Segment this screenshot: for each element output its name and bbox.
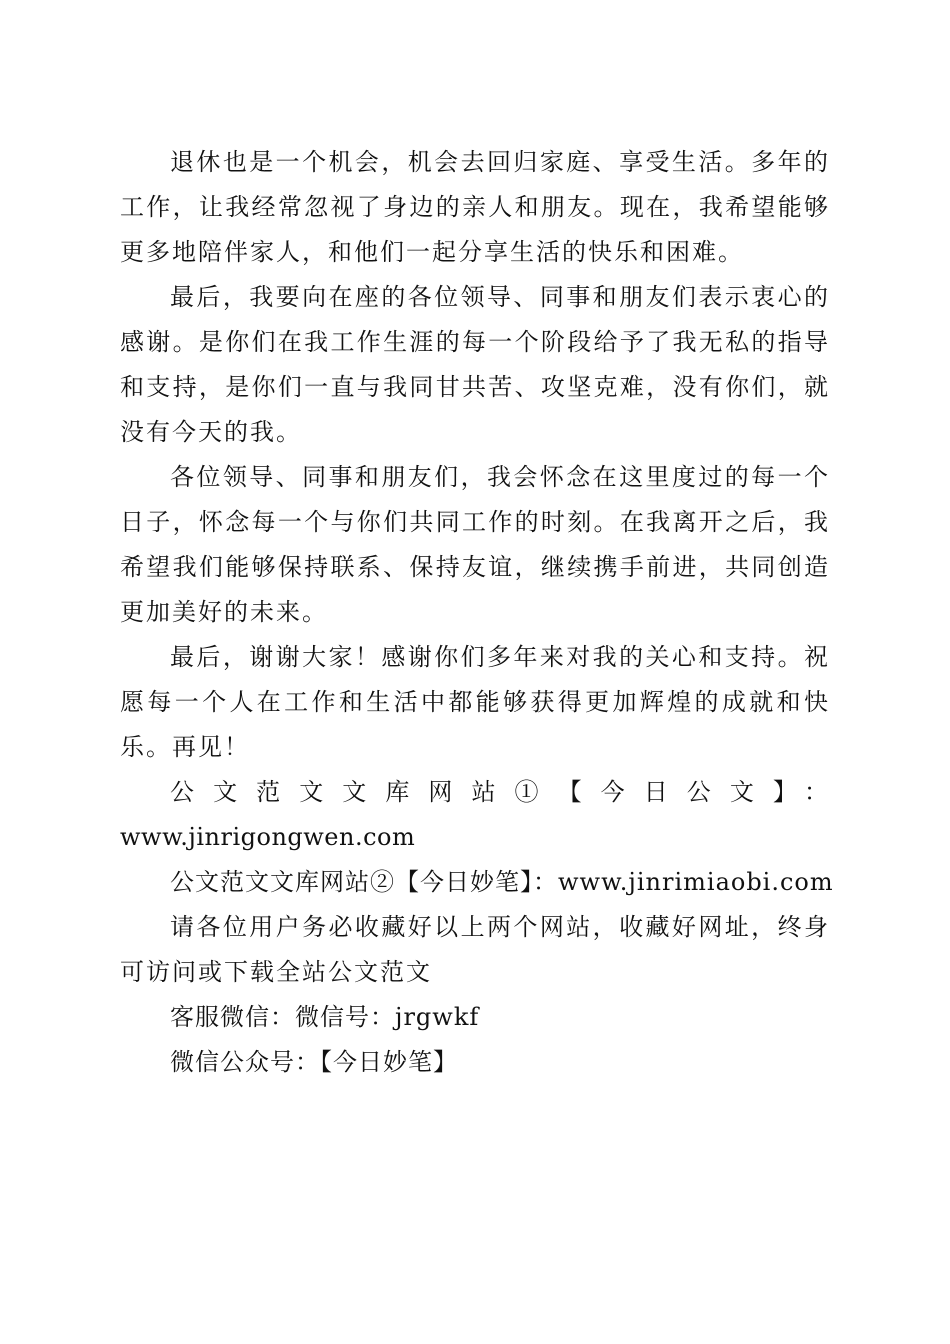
wechat-public-account: 微信公众号：【今日妙笔】 — [170, 1048, 458, 1076]
paragraph-retirement-opportunity: 退休也是一个机会，机会去回归家庭、享受生活。多年的工作，让我经常忽视了身边的亲人和朋友。现在，我希望能够更多地陪伴家人，和他们一起分享生活的快乐和困难。 — [120, 148, 830, 266]
site1-url[interactable]: www.jinrigongwen.com — [120, 823, 416, 851]
paragraph-thanks: 最后，我要向在座的各位领导、同事和朋友们表示衷心的感谢。是你们在我工作生涯的每一个阶段给予了我无私的指导和支持，是你们一直与我同甘共苦、攻坚克难，没有你们，就没有今天的我。 — [120, 283, 830, 446]
paragraph-closing: 最后，谢谢大家！感谢你们多年来对我的关心和支持。祝愿每一个人在工作和生活中都能够获得更加辉煌的成就和快乐。再见！ — [120, 643, 830, 761]
site1-label: 公文范文文库网站①【今日公文】： — [170, 778, 830, 806]
site2-line: 公文范文文库网站②【今日妙笔】：www.jinrimiaobi.com — [170, 868, 834, 896]
customer-service-wechat: 客服微信：微信号：jrgwkf — [170, 1003, 480, 1031]
site1-block — [120, 770, 830, 860]
paragraph-farewell: 各位领导、同事和朋友们，我会怀念在这里度过的每一个日子，怀念每一个与你们共同工作的时刻。在我离开之后，我希望我们能够保持联系、保持友谊，继续携手前进，共同创造更加美好的未来。 — [120, 463, 830, 626]
notice-paragraph: 请各位用户务必收藏好以上两个网站，收藏好网址，终身可访问或下载全站公文范文 — [120, 913, 830, 986]
